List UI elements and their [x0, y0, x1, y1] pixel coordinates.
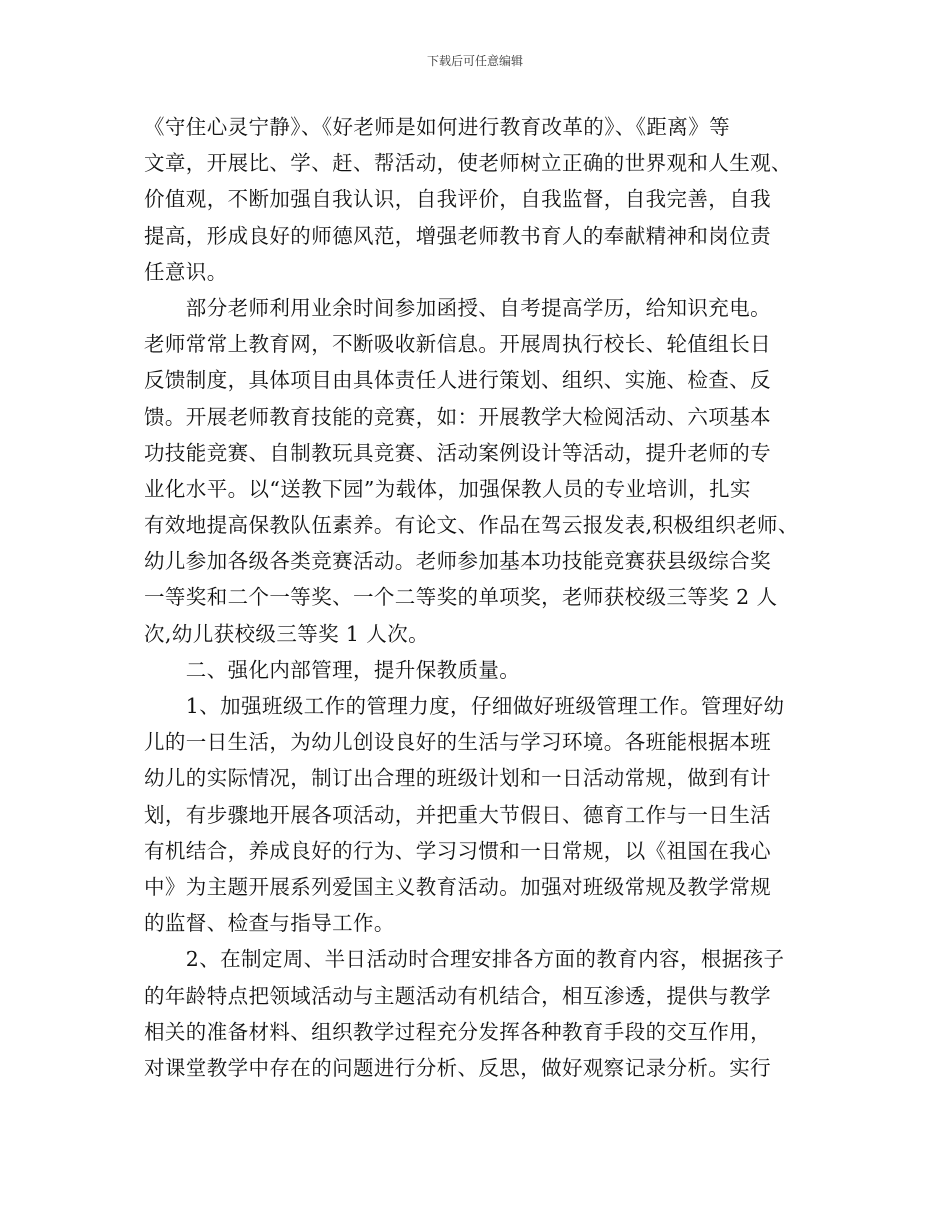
text-line: 中》为主题开展系列爱国主义教育活动。加强对班级常规及教学常规	[144, 874, 771, 899]
text-line: 有效地提高保教队伍素养。有论文、作品在驾云报发表,积极组织老师、	[144, 513, 799, 538]
text-line: 2、在制定周、半日活动时合理安排各方面的教育内容，根据孩子	[144, 947, 785, 972]
text-line: 反馈制度，具体项目由具体责任人进行策划、组织、实施、检查、反	[144, 368, 771, 393]
text-line: 划，有步骤地开展各项活动，并把重大节假日、德育工作与一日生活	[144, 802, 771, 827]
text-line: 一等奖和二个一等奖、一个二等奖的单项奖，老师获校级三等奖 2 人	[144, 585, 778, 610]
text-line: 功技能竞赛、自制教玩具竞赛、活动案例设计等活动，提升老师的专	[144, 440, 771, 465]
text-line: 文章，开展比、学、赶、帮活动，使老师树立正确的世界观和人生观、	[144, 151, 792, 176]
text-line: 馈。开展老师教育技能的竞赛，如：开展教学大检阅活动、六项基本	[144, 404, 771, 429]
section-heading: 二、强化内部管理，提升保教质量。	[144, 657, 521, 682]
text-line: 1、加强班级工作的管理力度，仔细做好班级管理工作。管理好幼	[144, 694, 785, 718]
text-line: 对课堂教学中存在的问题进行分析、反思，做好观察记录分析。实行	[144, 1055, 771, 1080]
text-line: 提高，形成良好的师德风范，增强老师教书育人的奉献精神和岗位责	[144, 223, 771, 248]
text-line: 任意识。	[144, 259, 228, 284]
text-line: 有机结合，养成良好的行为、学习习惯和一日常规，以《祖国在我心	[144, 838, 771, 863]
text-line: 业化水平。以“送教下园”为载体，加强保教人员的专业培训，扎实	[144, 476, 751, 501]
text-line: 次,幼儿获校级三等奖 1 人次。	[144, 621, 429, 646]
text-line: 儿的一日生活，为幼儿创设良好的生活与学习环境。各班能根据本班	[144, 730, 771, 755]
text-line: 部分老师利用业余时间参加函授、自考提高学历，给知识充电。	[144, 295, 771, 320]
text-line: 幼儿参加各级各类竞赛活动。老师参加基本功技能竞赛获县级综合奖	[144, 549, 771, 574]
text-line: 价值观，不断加强自我认识，自我评价，自我监督，自我完善，自我	[144, 187, 771, 212]
text-line: 老师常常上教育网，不断吸收新信息。开展周执行校长、轮值组长日	[144, 332, 771, 357]
text-line: 的年龄特点把领域活动与主题活动有机结合，相互渗透，提供与教学	[144, 983, 771, 1008]
text-line: 幼儿的实际情况，制订出合理的班级计划和一日活动常规，做到有计	[144, 766, 771, 791]
text-line: 《守住心灵宁静》、《好老师是如何进行教育改革的》、《距离》等	[144, 115, 730, 139]
text-line: 的监督、检查与指导工作。	[144, 911, 395, 936]
page-header: 下载后可任意编辑	[426, 54, 523, 68]
document-body	[144, 109, 824, 1086]
text-line: 相关的准备材料、组织教学过程充分发挥各种教育手段的交互作用，	[144, 1019, 771, 1044]
